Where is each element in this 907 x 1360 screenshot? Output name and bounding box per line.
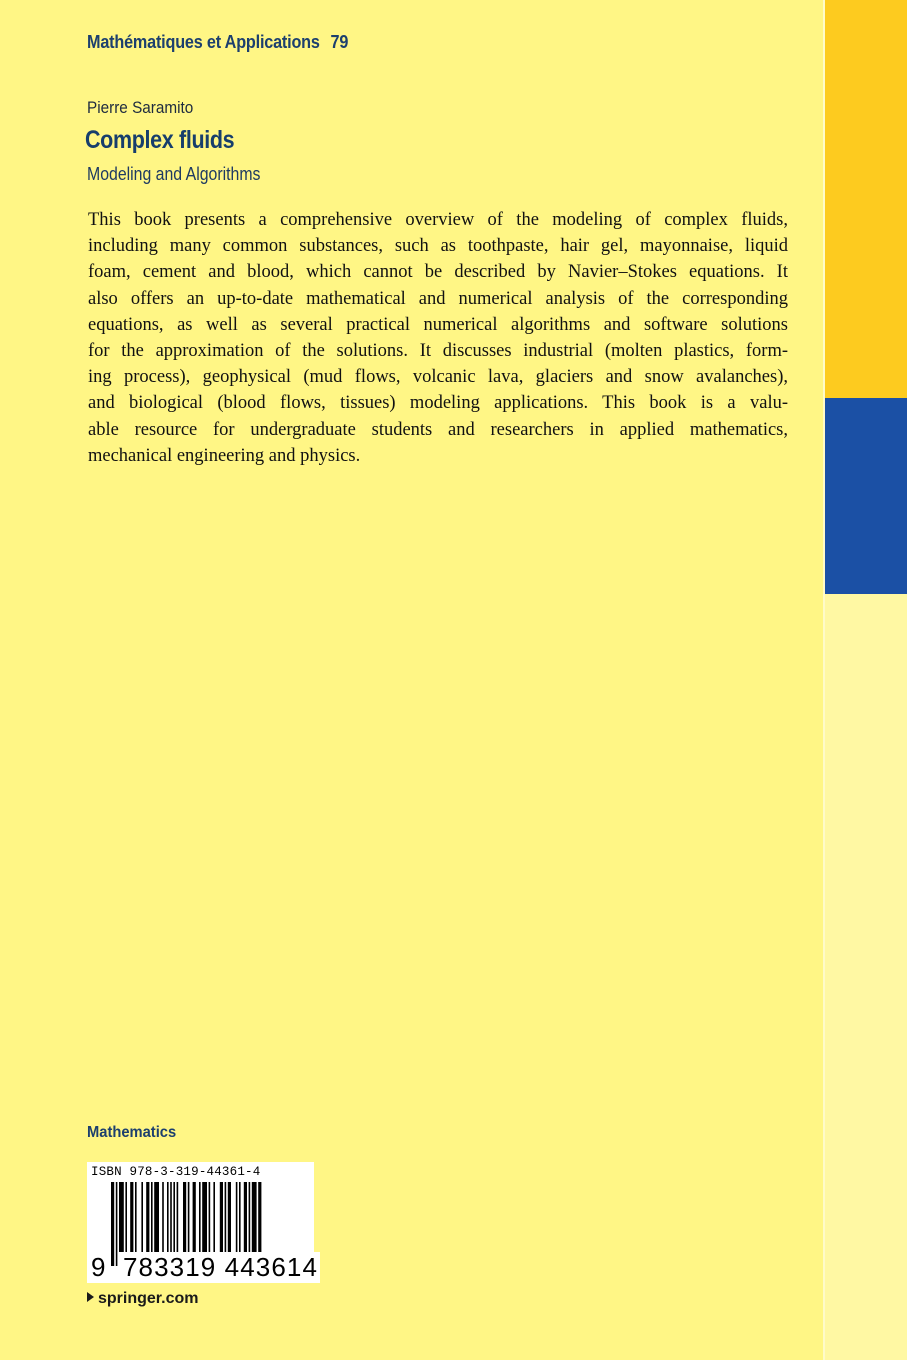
barcode-bar (125, 1182, 127, 1252)
description-line: and biological (blood flows, tissues) modeling applications. This book is a valu- (88, 393, 788, 414)
description-line: mechanical engineering and physics. (88, 445, 361, 466)
spine-yellow-band (825, 0, 907, 398)
description-line: This book presents a comprehensive overview of the modeling of complex fluids, (88, 210, 788, 230)
description-line: including many common substances, such as toothpaste, hair gel, mayonnaise, liquid (88, 236, 788, 257)
barcode-bar (116, 1182, 118, 1266)
barcode-bar (111, 1182, 114, 1266)
description-line: ing process), geophysical (mud flows, volcanic lava, glaciers and snow avalanches), (88, 367, 788, 388)
series-heading (87, 32, 348, 53)
arrow-right-icon (87, 1292, 94, 1302)
subject-category: Mathematics (87, 1124, 177, 1141)
barcode-bar (249, 1182, 251, 1252)
ean-first-digit: 9 (91, 1252, 106, 1282)
isbn-label: ISBN 978-3-319-44361-4 (91, 1165, 261, 1179)
isbn-barcode (87, 1162, 319, 1283)
barcode-bar (220, 1182, 223, 1252)
barcode-bar (209, 1182, 211, 1252)
barcode-bar (167, 1182, 169, 1252)
publisher-site: springer.com (98, 1290, 199, 1307)
barcode-bar (130, 1182, 133, 1252)
barcode-bar (146, 1182, 149, 1252)
barcode-bar (244, 1182, 247, 1252)
barcode-bar (119, 1182, 124, 1252)
barcode-bar (173, 1182, 175, 1252)
description-line: equations, as well as several practical numerical algorithms and software solutions (88, 314, 788, 335)
description-line: also offers an up-to-date mathematical and numerical analysis of the corresponding (88, 288, 788, 309)
barcode-bar (202, 1182, 207, 1252)
barcode-bar (135, 1182, 137, 1252)
description-line: for the approximation of the solutions. It discusses industrial (molten plastics, form- (88, 341, 788, 362)
barcode-bar (228, 1182, 231, 1252)
book-description (88, 207, 788, 469)
barcode-bar (199, 1182, 201, 1252)
author-name: Pierre Saramito (87, 98, 194, 117)
series-number: 79 (330, 32, 349, 52)
barcode-bar (162, 1182, 164, 1252)
book-subtitle: Modeling and Algorithms (87, 164, 261, 184)
book-title: Complex fluids (85, 126, 235, 154)
barcode-bar (141, 1182, 143, 1252)
spine-fold-line (823, 0, 825, 1360)
ean-digits: 783319 443614 (123, 1252, 319, 1282)
barcode-bar (213, 1182, 215, 1252)
barcode-bar (151, 1182, 153, 1252)
description-line: foam, cement and blood, which cannot be described by Navier–Stokes equations. It (88, 262, 788, 283)
barcode-bar (239, 1182, 241, 1252)
spine-blue-band (825, 398, 907, 594)
barcode-bar (258, 1182, 261, 1252)
description-line: able resource for undergraduate students and researchers in applied mathematics, (88, 419, 788, 440)
barcode-bar (170, 1182, 172, 1252)
barcode-bar (177, 1182, 179, 1252)
series-name: Mathématiques et Applications (87, 32, 320, 52)
barcode-bar (252, 1182, 257, 1252)
barcode-bar (225, 1182, 227, 1252)
publisher-link[interactable] (87, 1290, 198, 1308)
barcode-bar (193, 1182, 196, 1252)
spine-light-band (825, 594, 907, 1360)
barcode-bar (236, 1182, 238, 1252)
barcode-bar (154, 1182, 159, 1252)
